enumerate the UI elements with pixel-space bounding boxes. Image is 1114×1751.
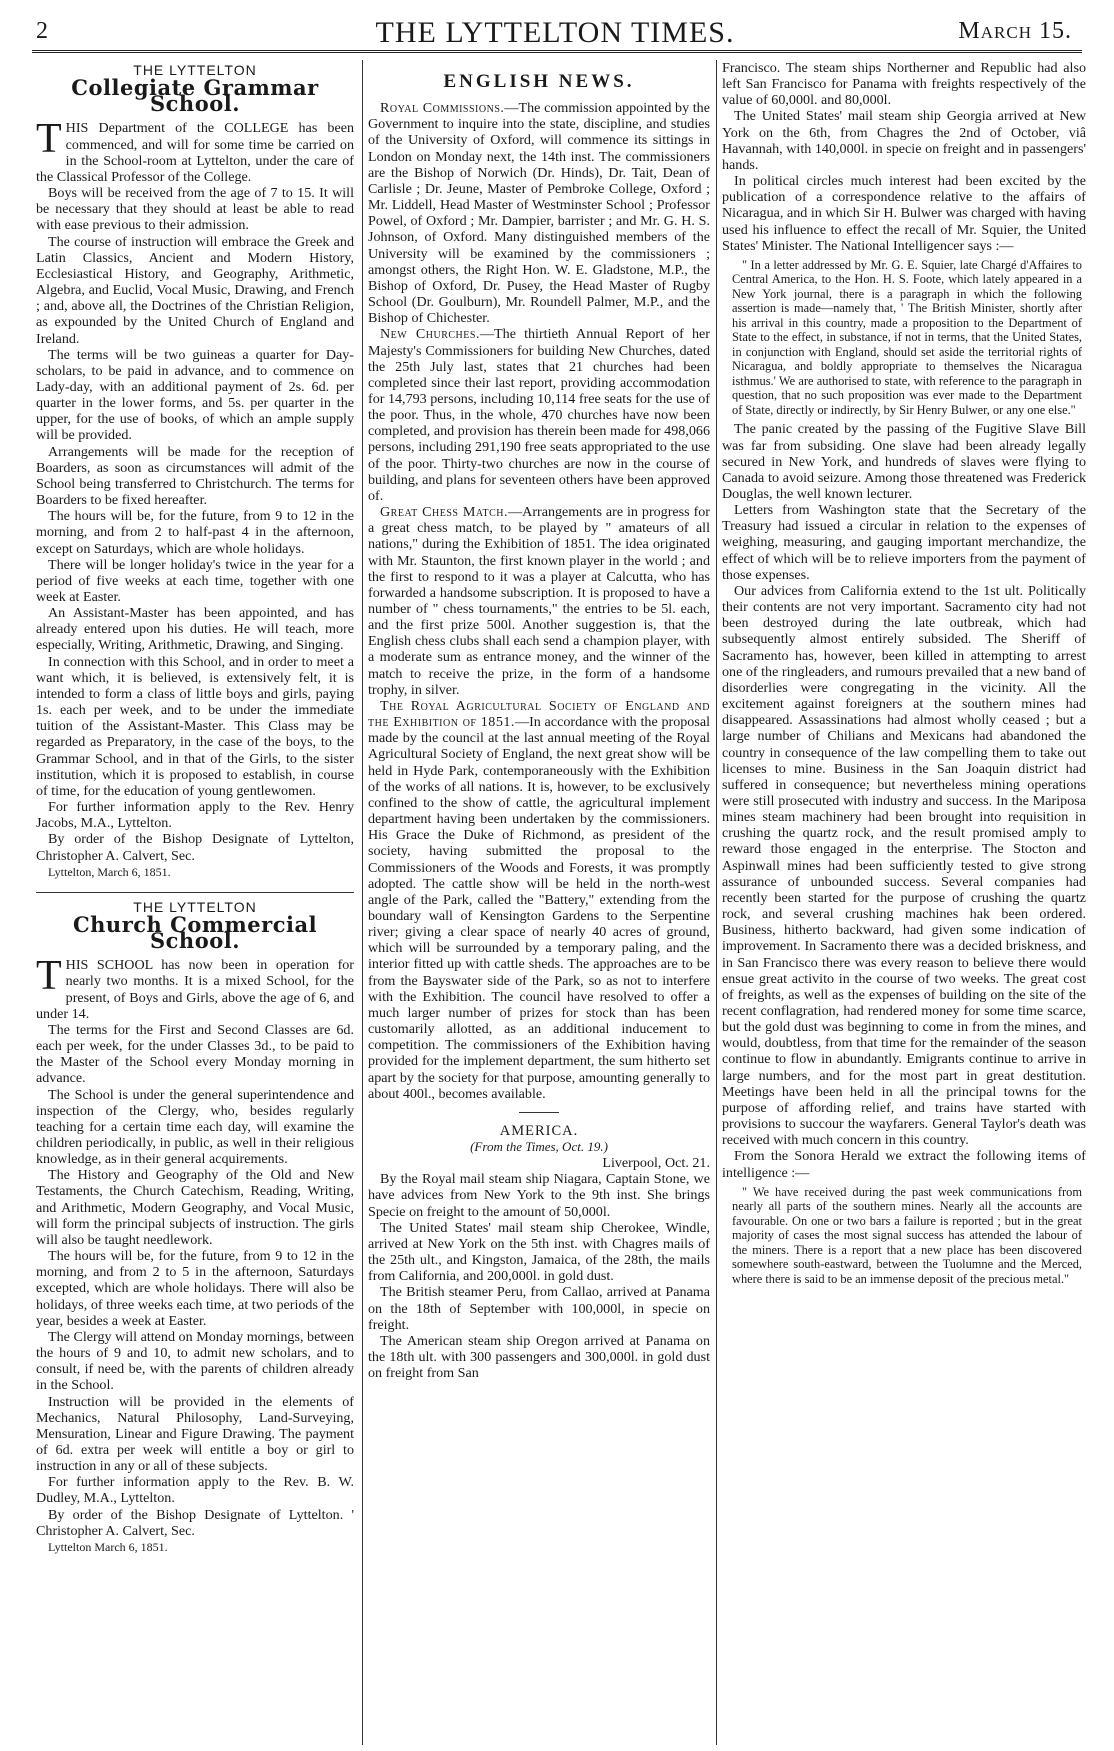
masthead-rule [32, 50, 1082, 53]
article-royal-commissions: Royal Commissions.—The commission appointed by the Government to inquire into the state, discipline, and studies of the University of Oxford, will commence its sittings in London on Monday next, the 14th inst. The commissioners are the Bishop of Norwich (Dr. Hinds), Dr. Tait, Dean of Carlisle ; Dr. Jeune, Master of Pembroke College, Oxford ; Mr. Liddell, Head Master of Westminster School ; Professor Powel, of Oxford ; Mr. Dampier, barrister ; and Mr. G. H. S. Johnson, of Oxford. Many distinguished members of the University will be examined by the commissioners ; amongst others, the Right Hon. W. E. Gladstone, M.P., the Bishop of Oxford, Dr. Pusey, the Head Master of Rugby School (Dr. Goulburn), Mr. Roundell Palmer, M.P., and the Bishop of Chichester. [368, 100, 710, 327]
paragraph: The hours will be, for the future, from 9 to 12 in the morning, and from 2 to 5 in the afternoon, Saturdays excepted, which are whole holidays. There will also be holidays, of three weeks each time, at two periods of the year, besides a week at Easter. [36, 1248, 354, 1329]
masthead [30, 10, 1080, 50]
section-heading: ENGLISH NEWS. [443, 71, 635, 92]
article-lead: Royal Commissions. [380, 100, 505, 117]
article-new-churches: New Churches.—The thirtieth Annual Report of her Majesty's Commissioners for building New Churches, dated the 25th July last, states that 21 churches had been completed since their last report, providing accommodation for 14,793 persons, including 10,114 free seats for the use of the poor. Thus, in the whole, 470 churches have now been completed, and provision has therein been made for 498,066 persons, including 291,190 free seats appropriated to the use of the poor. Thirty-two churches are now in the course of building, and plans for seventeen others have been approved of. [368, 326, 710, 504]
column-divider [362, 60, 363, 1745]
paragraph: In connection with this School, and in order to meet a want which, it is believed, is extensively felt, it is intended to form a class of little boys and girls, paying 1s. each per week, and to be under the immediate tuition of the Assistant-Master. This Class may be regarded as Preparatory, in the case of the boys, to the Grammar School, and in that of the Girls, to the sister institution, which it is proposed to establish, in course of time, for the education of young gentlewomen. [36, 653, 354, 799]
paragraph: The course of instruction will embrace the Greek and Latin Classics, Ancient and Modern History, Ecclesiastical History, and Geography, Arithmetic, Algebra, and Euclid, Vocal Music, Drawing, and French ; and, above all, the Doctrines of the Christian Religion, as expounded by the United Church of England and Ireland. [36, 233, 354, 347]
article-lead: New Churches. [380, 326, 480, 343]
america-dateline: Liverpool, Oct. 21. [602, 1155, 710, 1172]
section-divider [519, 1112, 559, 1113]
block-quote: " In a letter addressed by Mr. G. E. Squier, late Chargé d'Affaires to Central America, to the Hon. H. S. Foote, which lately appeared in a New York journal, there is a paragraph in which the following assertion is made—namely that, ' The British Minister, shortly after his arrival in this country, made a proposition to the Department of State to the effect, in substance, if not in terms, that the United States, in conjunction with England, should set aside the territorial rights of Nicaragua, and boldly appropriate to themselves the Nicaragua isthmus.' We are authorised to state, with reference to the paragraph in question, that no such proposition was ever made to the Department of State, directly or indirectly, by Sir Henry Bulwer, or any one else." [732, 257, 1082, 417]
paragraph: There will be longer holiday's twice in the year for a period of five weeks at each time, together with one week at Easter. [36, 556, 354, 605]
article-agricultural-society: The Royal Agricultural Society of England and the Exhibition of 1851.—In accordance with the proposal made by the council at the last annual meeting of the Royal Agricultural Society of England, the next great show will be held in Hyde Park, contemporaneously with the Exhibition of the works of all nations. It is, however, to be exclusively confined to the show of cattle, the agricultural implement department having been undertaken by the commissioners. His Grace the Duke of Richmond, as president of the society, having submitted the proposal to the Commissioners of the Woods and Forests, it was promptly adopted. The cattle show will be held in the north-west angle of the Park, called the "Battery," extending from the boundary wall of Kensington Gardens to the Serpentine river; giving a clear space of nearly 40 acres of ground, which will be surrounded by a temporary paling, and the interior fitted up with cattle sheds. The approaches are to be from the Bayswater side of the Park, so as not to interfere with the Exhibition. The council have resolved to offer a much larger number of prizes for stock than has been customarily allotted, as an additional inducement to competition. The commissioners of the Exhibition having provided for the implement department, the sum hitherto set apart by the society for that purpose, amounting generally to about 400l., becomes available. [368, 697, 710, 1102]
paragraph: By the Royal mail steam ship Niagara, Captain Stone, we have advices from New York to the 9th inst. She brings Specie on freight to the amount of 50,000l. [368, 1171, 710, 1220]
paragraph: The United States' mail steam ship Cherokee, Windle, arrived at New York on the 5th inst. with Chagres mails of the 25th ult., and Kingston, Jamaica, of the 28th, the mails from California, and 200,000l. in gold dust. [368, 1219, 710, 1285]
paragraph: The panic created by the passing of the Fugitive Slave Bill was far from subsiding. One slave had been already legally secured in New York, and hundreds of slaves were flying to Canada to avoid seizure. Among those threatened was Frederick Douglas, the well known lecturer. [722, 421, 1086, 502]
advert-divider [36, 892, 354, 893]
paragraph: Instruction will be provided in the elements of Mechanics, Natural Philosophy, Land-Surveying, Mensuration, Linear and Figure Drawing. The payment of 6d. extra per week will entitle a boy or girl to instruction in any or all of these subjects. [36, 1393, 354, 1475]
paragraph: The terms will be two guineas a quarter for Day-scholars, to be paid in advance, and to commence on Lady-day, with an additional payment of 2s. 6d. per quarter in the lower forms, and 5s. per quarter in the upper, for the use of books, of which an ample supply will be provided. [36, 346, 354, 444]
paragraph: HIS SCHOOL has now been in operation for nearly two months. It is a mixed School, for the present, of Boys and Girls, above the age of 6, and under 14. [36, 957, 354, 1022]
dateline: Lyttelton March 6, 1851. [48, 1539, 168, 1554]
paragraph: The United States' mail steam ship Georgia arrived at New York on the 6th, from Chagres the 2nd of October, viâ Havannah, with 140,000l. in specie on freight and in passengers' hands. [722, 108, 1086, 173]
paragraph: HIS Department of the COLLEGE has been commenced, and will for some time be carried on in the School-room at Lyttelton, under the care of the Classical Professor of the College. [36, 120, 354, 185]
page-number: 2 [36, 18, 48, 44]
paragraph: The terms for the First and Second Classes are 6d. each per week, for the under Classes 3d., to be paid to the Master of the School every Monday morning in advance. [36, 1021, 354, 1087]
paragraph: An Assistant-Master has been appointed, and has already entered upon his duties. He will teach, more especially, Writing, Arithmetic, Drawing, and Singing. [36, 605, 354, 654]
drop-cap: T [36, 953, 62, 1000]
newspaper-title: THE LYTTELTON TIMES. [375, 16, 735, 49]
paragraph: The hours will be, for the future, from 9 to 12 in the morning, and from 2 to half-past 4 in the afternoon, except on Saturdays, which are whole holidays. [36, 508, 354, 557]
advert-kicker: THE LYTTELTON [133, 62, 257, 78]
advert-heading: Church Commercial School. [72, 911, 318, 954]
signature: By order of the Bishop Designate of Lyttelton, Christopher A. Calvert, Sec. [36, 831, 354, 864]
paragraph: Letters from Washington state that the Secretary of the Treasury had issued a circular in relation to the expenses of weighing, measuring, and gauging important merchandize, the effect of which will be to relieve importers from the payment of those expenses. [722, 502, 1086, 583]
column-1 [36, 60, 354, 1555]
paragraph: Our advices from California extend to the 1st ult. Politically their contents are not very important. Sacramento city had not been destroyed during the late outbreak, which had subsequently almost entirely subsided. The Sheriff of Sacramento has, however, been killed in attempting to arrest one of the ringleaders, and rumours prevailed that a new band of disorderlies were congregating in the vicinity. All the excitement against foreigners at the southern mines had disappeared. Assassinations had almost wholly ceased ; but a large number of Chilians and Mexicans had abandoned the country in consequence of the law compelling them to take out licenses to mine. Business in the San Joaquin district had suffered in consequence; but nevertheless mining operations were still prosecuted with industry and success. In the Mariposa mines steam machinery had been brought into requisition in crushing the quartz rock, and the result promised amply to reward those engaged in the enterprise. The Stocton and Aspinwall mines had been sufficiently tested to give strong assurance of unbounded success. Several companies had recently been started for the purpose of crushing the quartz rock, and several crushing machines hak been ordered. Business, hitherto backward, had given some indication of improvement. In Sacramento there was a decided briskness, and in San Francisco there was every reason to believe there would ensue great activito in the course of two weeks. The great cost of freights, as well as the expenses of building on the site of the recent conflagration, had rendered money for some time scarce, but the gold dust was beginning to come in from the mines, and would, doubtless, from that time for the remainder of the season continue to flow in abundantly. Emigrants continue to arrive in large numbers, and for the most part in great destitution. Meetings have been held in all the principal towns for the purpose of affording relief, and trains have started with provisions to succour the wayfarers. General Taylor's death was received with much concern in this country. [722, 582, 1086, 1149]
paragraph: The History and Geography of the Old and New Testaments, the Church Catechism, Reading, Writing, and Arithmetic, Modern Geography, and Vocal Music, will form the principal subjects of instruction. The girls will also be taught needlework. [36, 1167, 354, 1248]
dateline: Lyttelton, March 6, 1851. [48, 864, 171, 879]
paragraph: The Clergy will attend on Monday mornings, between the hours of 9 and 10, to admit new scholars, and to consult, if need be, with the parents of children already in the School. [36, 1328, 354, 1394]
paragraph: The British steamer Peru, from Callao, arrived at Panama on the 18th of September with 100,000l, in specie on freight. [368, 1284, 710, 1333]
america-heading: AMERICA. [499, 1122, 579, 1139]
paragraph: The School is under the general superintendence and inspection of the Clergy, who, besides regularly teaching for a certain time each day, will examine the children periodically, in public, as well in their religious knowledge, as in their general acquirements. [36, 1086, 354, 1168]
column-3 [722, 60, 1086, 1290]
paragraph: From the Sonora Herald we extract the following items of intelligence :— [722, 1148, 1086, 1181]
issue-date: March 15. [958, 18, 1072, 44]
paragraph: In political circles much interest had been excited by the publication of a correspondence relative to the affairs of Nicaragua, and in which Sir H. Bulwer was charged with having used his influence to effect the recall of Mr. Squier, the United States' Minister. The National Intelligencer says :— [722, 173, 1086, 254]
grammar-school-advert [36, 62, 354, 880]
commercial-school-advert [36, 899, 354, 1555]
article-chess-match: Great Chess Match.—Arrangements are in progress for a great chess match, to be played by " amateurs of all nations," during the Exhibition of 1851. The idea originated with Mr. Staunton, the first known player in the world ; and the first to respond to it was a player at Calcutta, who has forwarded a handsome subscription. It is proposed to have a number of " chess tournaments," the entries to be 5l. each, and the first prize 500l. Another suggestion is, that the English chess clubs shall each send a champion player, with a moderate sum as entrance money, and the winner of the match to receive the prize, in the form of a handsome trophy, in silver. [368, 504, 711, 698]
america-source: (From the Times, Oct. 19.) [470, 1139, 608, 1154]
drop-cap: T [36, 116, 62, 163]
paragraph: Francisco. The steam ships Northerner and Republic had also left San Francisco for Panama with freights respectively of the value of 60,000l. and 80,000l. [722, 60, 1086, 109]
advert-heading: Collegiate Grammar School. [71, 75, 319, 117]
advert-kicker: THE LYTTELTON [133, 898, 257, 915]
paragraph: Boys will be received from the age of 7 to 15. It will be necessary that they should at least be able to read with ease previous to their admission. [36, 185, 354, 234]
article-lead: The Royal Agricultural Society of England and the Exhibition of 1851. [368, 697, 710, 731]
paragraph: For further information apply to the Rev. B. W. Dudley, M.A., Lyttelton. [36, 1474, 354, 1507]
column-divider [716, 60, 717, 1745]
column-2 [368, 60, 710, 1381]
signature: By order of the Bishop Designate of Lyttelton. ' Christopher A. Calvert, Sec. [36, 1506, 354, 1539]
paragraph: The American steam ship Oregon arrived at Panama on the 18th ult. with 300 passengers and 300,000l. in gold dust on freight from San [368, 1332, 710, 1382]
paragraph: Arrangements will be made for the reception of Boarders, as soon as circumstances will admit of the School being transferred to Christchurch. The terms for Boarders to be fixed hereafter. [36, 443, 354, 509]
article-lead: Great Chess Match. [380, 504, 509, 521]
block-quote: " We have received during the past week communications from nearly all parts of the southern mines. Nearly all the accounts are favourable. On one or two bars a failure is reported ; but in the great majority of cases the most signal success has attended the labour of the miners. There is a report that a new place has been discovered somewhere south-eastward, between the Tuolumne and the Merced, where there is said to be an immense deposit of the precious metal." [732, 1184, 1082, 1286]
paragraph: For further information apply to the Rev. Henry Jacobs, M.A., Lyttelton. [36, 799, 354, 832]
